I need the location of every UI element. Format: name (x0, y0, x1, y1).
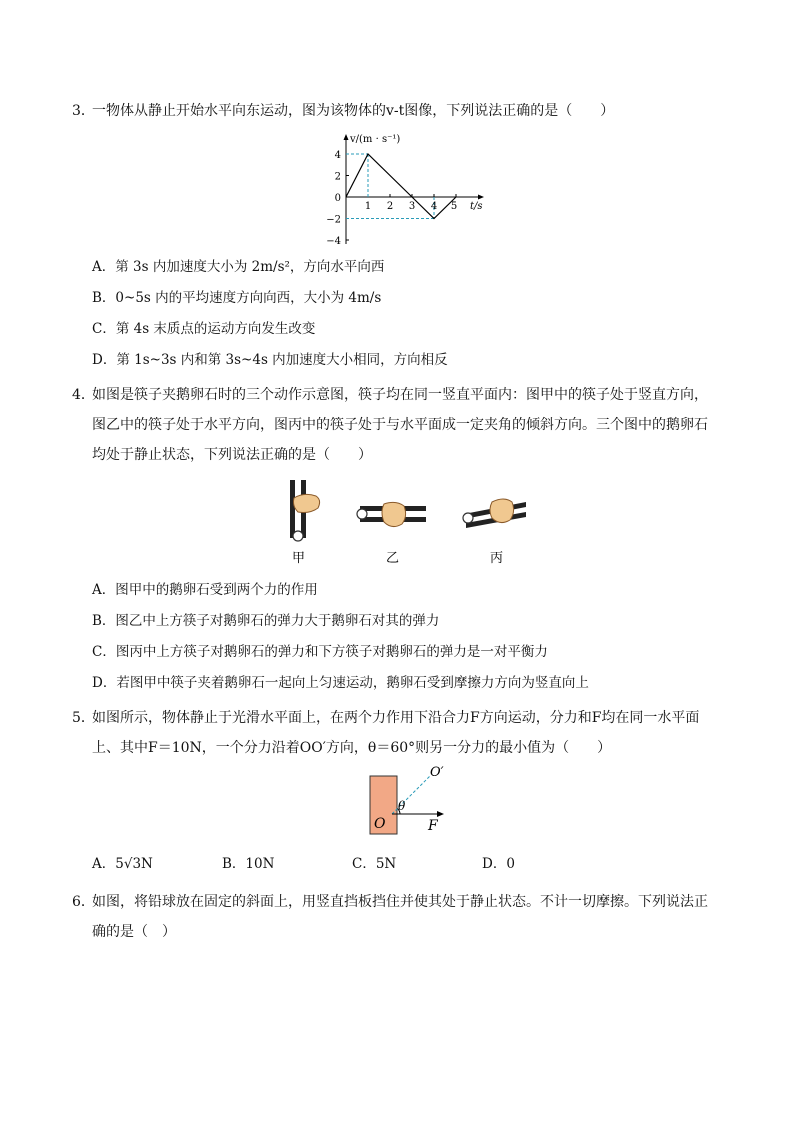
question-6-line-1: 如图，将铅球放在固定的斜面上，用竖直挡板挡住并使其处于静止状态。不计一切摩擦。下列说法正 (92, 894, 708, 910)
question-5-number: 5． (72, 710, 95, 726)
label-f: F (428, 818, 438, 834)
question-3 (72, 96, 722, 126)
question-6 (72, 887, 722, 947)
question-5-line-2: 上、其中F＝10N，一个分力沿着OO′方向，θ＝60°则另一分力的最小值为（ ） (92, 740, 612, 756)
fig-label-yi: 乙 (386, 551, 400, 566)
vt-chart (328, 130, 498, 248)
vt-y-tick-label-m4: −4 (326, 236, 341, 247)
chopsticks-bing (463, 499, 526, 528)
question-4-line-3: 均处于静止状态，下列说法正确的是（ ） (92, 447, 372, 463)
label-o-prime: O′ (430, 765, 444, 780)
vt-y-tick-label-2: 2 (334, 171, 341, 183)
fig-label-bing: 丙 (490, 551, 504, 566)
vt-x-axis-arrow (478, 195, 484, 200)
force-figure (362, 764, 462, 840)
question-6-line-2: 确的是（ ） (92, 924, 176, 940)
q5-option-a-radical: √3 (123, 856, 142, 872)
q3-option-c: C．第 4s 末质点的运动方向发生改变 (92, 321, 316, 337)
vt-y-axis-arrow (344, 134, 349, 140)
question-4-number: 4． (72, 387, 95, 403)
vt-x-tick-label-5: 5 (450, 201, 458, 212)
q3-option-d: D．第 1s~3s 内和第 3s~4s 内加速度大小相同，方向相反 (92, 352, 448, 368)
vt-y-tick-label-4: 4 (334, 150, 341, 161)
label-o: O (374, 816, 386, 832)
question-4-line-2: 图乙中的筷子处于水平方向，图丙中的筷子处于与水平面成一定夹角的倾斜方向。三个图中的鹅卵石 (92, 417, 708, 433)
chopsticks-figure (280, 476, 530, 568)
question-5-line-1: 如图所示，物体静止于光滑水平面上，在两个力作用下沿合力F方向运动，分力和F均在同一水平面 (92, 710, 700, 726)
vt-x-label: t/s (470, 201, 483, 212)
force-f-arrowhead (437, 811, 444, 817)
q4-option-b: B．图乙中上方筷子对鹅卵石的弹力大于鹅卵石对其的弹力 (92, 613, 440, 629)
question-3-number: 3． (72, 103, 95, 119)
question-6-number: 6． (72, 894, 95, 910)
q5-option-b: B．10N (222, 856, 275, 872)
question-3-text: 一物体从静止开始水平向东运动，图为该物体的v-t图像，下列说法正确的是（ ） (92, 103, 615, 119)
question-4 (72, 380, 722, 470)
vt-x-tick-label-4: 4 (430, 201, 438, 212)
q4-option-a: A．图甲中的鹅卵石受到两个力的作用 (92, 582, 318, 598)
q3-option-b: B．0~5s 内的平均速度方向向西，大小为 4m/s (92, 290, 382, 306)
q5-option-d: D．0 (482, 856, 515, 872)
question-5 (72, 703, 722, 763)
pebble-bing (463, 513, 473, 523)
q3-option-a: A．第 3s 内加速度大小为 2m/s²，方向水平向西 (92, 259, 385, 275)
vt-y-tick-label-m2: −2 (326, 214, 341, 226)
vt-series-line (346, 154, 456, 219)
q4-option-c: C．图丙中上方筷子对鹅卵石的弹力和下方筷子对鹅卵石的弹力是一对平衡力 (92, 644, 548, 660)
q5-option-c: C．5N (352, 856, 397, 872)
vt-y-tick-label-0: 0 (334, 193, 341, 204)
q5-option-a-prefix: A．5 (92, 856, 124, 872)
pebble-yi (357, 509, 367, 519)
vt-y-label: v/(m · s⁻¹) (350, 134, 401, 145)
vt-x-tick-label-2: 2 (386, 201, 394, 212)
q4-option-d: D．若图甲中筷子夹着鹅卵石一起向上匀速运动，鹅卵石受到摩擦力方向为竖直向上 (92, 675, 589, 691)
label-theta: θ (398, 799, 406, 813)
vt-x-tick-label-3: 3 (408, 201, 416, 212)
pebble-jia (293, 531, 303, 541)
question-4-line-1: 如图是筷子夹鹅卵石时的三个动作示意图，筷子均在同一竖直平面内：图甲中的筷子处于竖直方向， (92, 387, 708, 403)
q5-option-a (92, 854, 222, 874)
hand-bing (490, 499, 514, 523)
hand-jia (294, 494, 320, 512)
fig-label-jia: 甲 (292, 551, 306, 566)
chopsticks-jia (290, 480, 320, 541)
chopsticks-yi (357, 502, 426, 526)
q5-option-a-suffix: N (141, 856, 153, 872)
hand-yi (382, 502, 406, 526)
q5-options (92, 854, 612, 874)
vt-x-tick-label-1: 1 (364, 201, 372, 212)
